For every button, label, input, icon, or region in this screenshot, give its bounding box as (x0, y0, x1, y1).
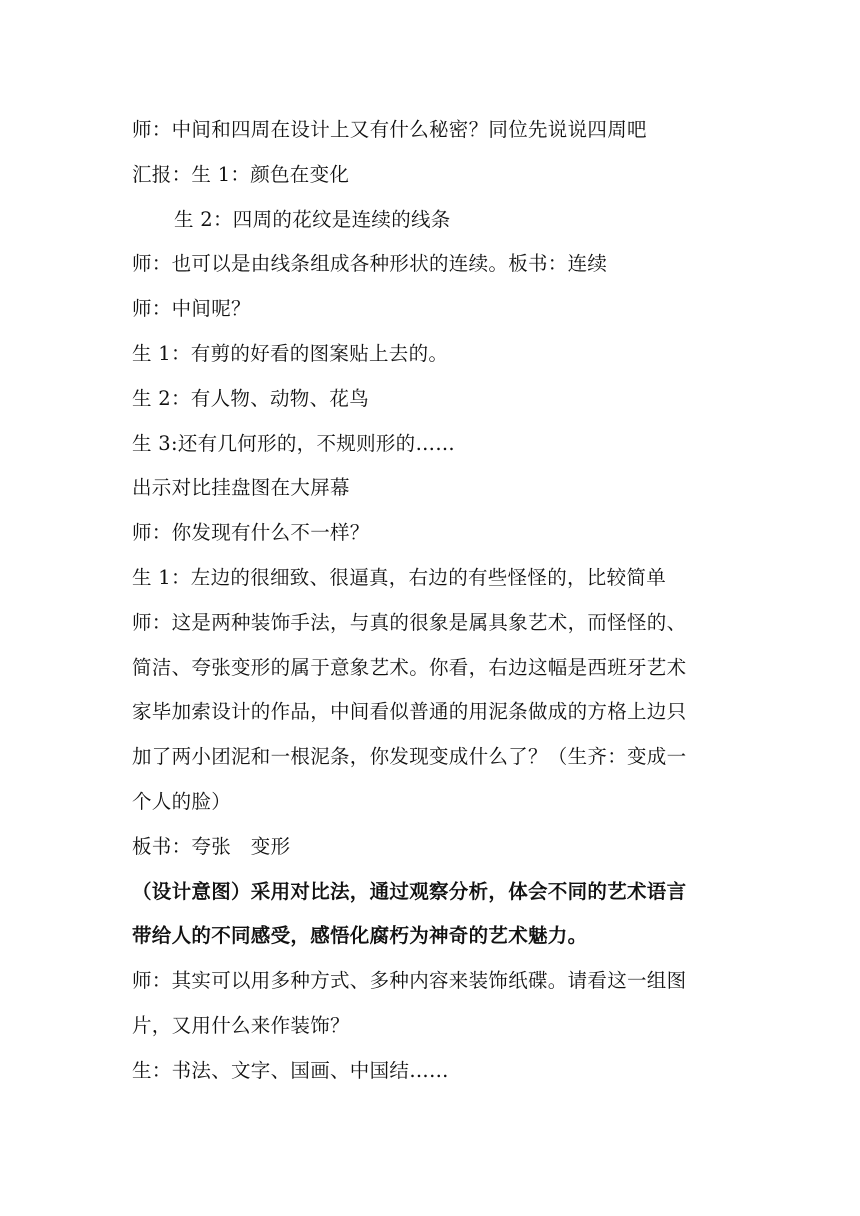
text-line-design-intent-1: （设计意图）采用对比法，通过观察分析，体会不同的艺术语言 (132, 879, 687, 903)
text-line-teacher-explanation-2: 简洁、夸张变形的属于意象艺术。你看，右边这幅是西班牙艺术 (132, 655, 687, 679)
text-line-show-comparison: 出示对比挂盘图在大屏幕 (132, 476, 350, 500)
text-line-teacher-explanation-5: 个人的脸） (132, 789, 232, 813)
text-line-teacher-difference: 师：你发现有什么不一样？ (132, 521, 370, 545)
text-line-student-2-figures: 生 2：有人物、动物、花鸟 (132, 386, 370, 410)
text-line-teacher-decoration-2: 片，又用什么来作装饰？ (132, 1013, 350, 1037)
text-line-report-student-1: 汇报：生 1：颜色在变化 (132, 162, 350, 186)
text-line-teacher-explanation-3: 家毕加索设计的作品，中间看似普通的用泥条做成的方格上边只 (132, 700, 687, 724)
text-line-student-3-shapes: 生 3:还有几何形的，不规则形的…… (132, 431, 456, 455)
text-line-student-1-left-right: 生 1：左边的很细致、很逼真，右边的有些怪怪的，比较简单 (132, 565, 667, 589)
text-line-student-2: 生 2：四周的花纹是连续的线条 (174, 207, 451, 231)
text-line-teacher-question: 师：中间和四周在设计上又有什么秘密？同位先说说四周吧 (132, 118, 647, 141)
text-line-design-intent-2: 带给人的不同感受，感悟化腐朽为神奇的艺术魅力。 (132, 924, 588, 948)
text-line-teacher-middle: 师：中间呢？ (132, 297, 251, 321)
text-line-teacher-decoration-1: 师：其实可以用多种方式、多种内容来装饰纸碟。请看这一组图 (132, 969, 687, 993)
text-line-board-writing: 板书：夸张 变形 (132, 834, 291, 858)
text-line-teacher-explanation-1: 师：这是两种装饰手法，与真的很象是属具象艺术，而怪怪的、 (132, 610, 687, 634)
text-line-teacher-explanation-4: 加了两小团泥和一根泥条，你发现变成什么了？（生齐：变成一 (132, 745, 687, 769)
text-line-student-1-pattern: 生 1：有剪的好看的图案贴上去的。 (132, 341, 449, 365)
text-line-teacher-continuous: 师：也可以是由线条组成各种形状的连续。板书：连续 (132, 252, 608, 276)
lesson-transcript (132, 108, 732, 1094)
text-line-student-answer: 生：书法、文字、国画、中国结…… (132, 1058, 449, 1082)
